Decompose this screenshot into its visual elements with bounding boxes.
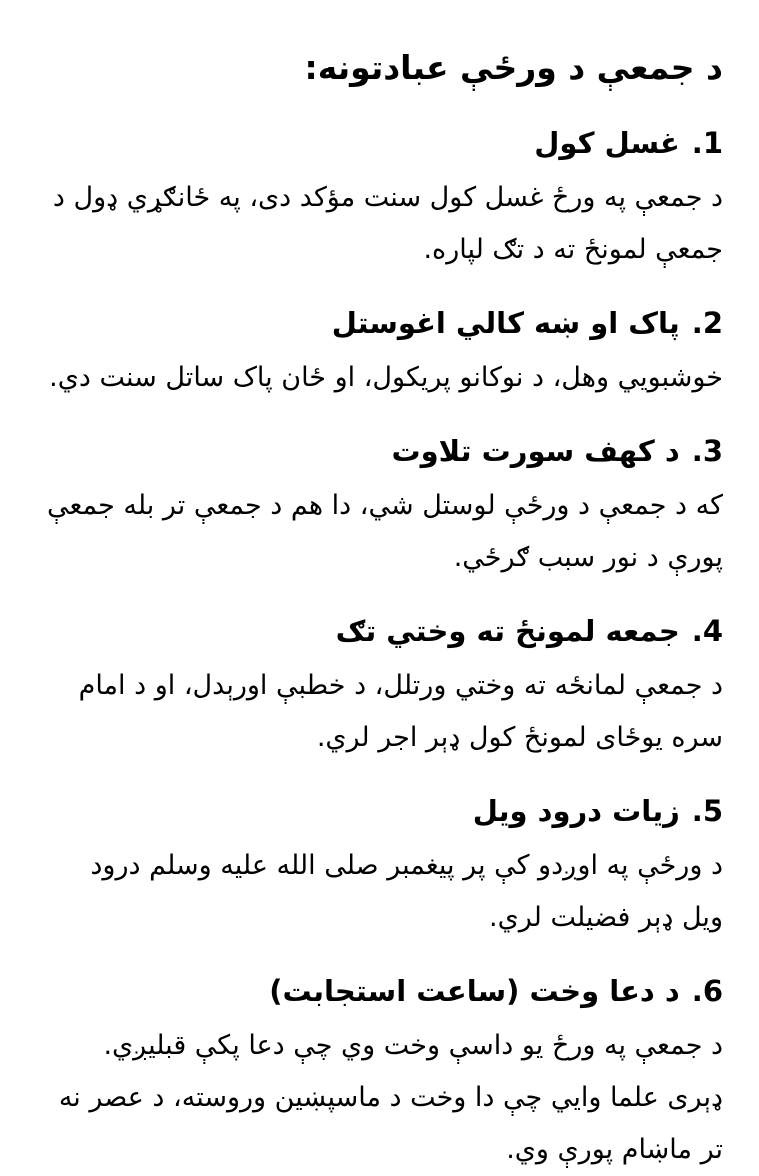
- section-heading: [44, 606, 723, 656]
- section-body: د ورځې په اوږدو کې پر پيغمبر صلی الله عليه وسلم درود ويل ډېر فضيلت لري.: [90, 850, 723, 933]
- section-ghusl: [44, 118, 723, 276]
- section-body: د جمعې په ورځ يو داسې وخت وي چې دعا پکې قبليږي. ډېری علما وايي چې دا وخت د ماسپښين وروسته، د عصر نه تر ماښام پورې وي.: [58, 1030, 723, 1165]
- section-early-attendance: [44, 606, 723, 764]
- section-number: 3.: [691, 434, 723, 468]
- section-number: 1.: [691, 126, 723, 160]
- section-number: 5.: [691, 794, 723, 828]
- section-heading: [44, 298, 723, 348]
- section-number: 6.: [691, 974, 723, 1008]
- section-heading-text: پاک او ښه کالي اغوستل: [331, 306, 680, 340]
- section-body: د جمعې په ورځ غسل کول سنت مؤکد دی، په ځانګړي ډول د جمعې لمونځ ته د تګ لپاره.: [52, 182, 723, 265]
- section-body: که د جمعې د ورځې لوستل شي، دا هم د جمعې تر بله جمعې پورې د نور سبب ګرځي.: [46, 490, 723, 573]
- section-heading-text: جمعه لمونځ ته وختي تګ: [335, 614, 680, 648]
- section-heading-text: زيات درود ويل: [472, 794, 680, 828]
- section-number: 4.: [691, 614, 723, 648]
- section-heading: [44, 966, 723, 1016]
- section-heading-text: د کهف سورت تلاوت: [391, 434, 680, 468]
- page-title: د جمعې د ورځې عبادتونه:: [304, 48, 723, 87]
- section-heading: [44, 426, 723, 476]
- section-heading-text: غسل کول: [534, 126, 680, 160]
- section-body: خوشبويي وهل، د نوکانو پريکول، او ځان پاک ساتل سنت دي.: [49, 362, 723, 393]
- section-body: د جمعې لمانځه ته وختي ورتلل، د خطبې اورېدل، او د امام سره يوځای لمونځ کول ډېر اجر لري.: [78, 670, 723, 753]
- section-dua-time: [44, 966, 723, 1176]
- section-heading-text: د دعا وخت (ساعت استجابت): [269, 974, 680, 1008]
- section-heading: [44, 118, 723, 168]
- section-durood: [44, 786, 723, 944]
- section-kahf-recitation: [44, 426, 723, 584]
- section-number: 2.: [691, 306, 723, 340]
- section-clean-clothes: [44, 298, 723, 404]
- section-heading: [44, 786, 723, 836]
